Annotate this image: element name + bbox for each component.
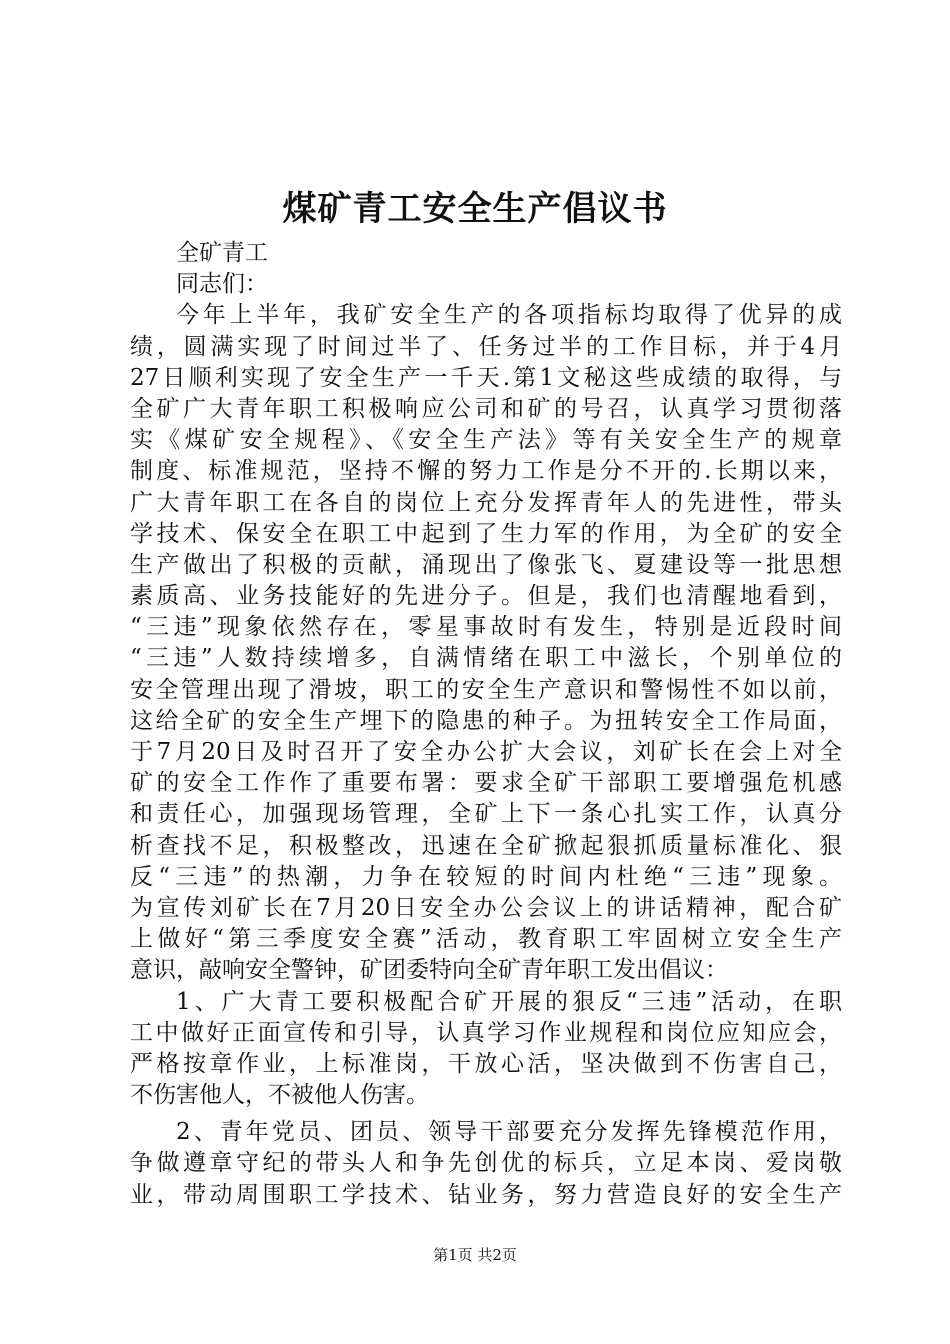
paragraph-1 xyxy=(130,300,842,986)
paragraph-line: 上做好“第三季度安全赛”活动，教育职工牢固树立安全生产 xyxy=(130,926,842,953)
paragraph-line: 不伤害他人，不被他人伤害。 xyxy=(130,1082,429,1109)
paragraph-line: 1、广大青工要积极配合矿开展的狠反“三违”活动，在职 xyxy=(176,988,842,1015)
paragraph-line: 和责任心，加强现场管理，全矿上下一条心扎实工作，认真分 xyxy=(130,801,842,828)
paragraph-line: 全矿广大青年职工积极响应公司和矿的号召，认真学习贯彻落 xyxy=(130,395,842,422)
paragraph-line: 2、青年党员、团员、领导干部要充分发挥先锋模范作用， xyxy=(176,1119,842,1146)
paragraph-line: 实《煤矿安全规程》、《安全生产法》等有关安全生产的规章 xyxy=(130,427,842,454)
paragraph-line: 意识，敲响安全警钟，矿团委特向全矿青年职工发出倡议： xyxy=(130,957,728,984)
document-title: 煤矿青工安全生产倡议书 xyxy=(282,189,668,229)
paragraph-line: 27日顺利实现了安全生产一千天.第1文秘这些成绩的取得，与 xyxy=(130,364,842,391)
paragraph-line: 业，带动周围职工学技术、钻业务，努力营造良好的安全生产 xyxy=(130,1181,842,1208)
paragraph-line: “三违”人数持续增多，自满情绪在职工中滋长，个别单位的 xyxy=(130,645,842,672)
paragraph-line: 绩，圆满实现了时间过半了、任务过半的工作目标，并于4月 xyxy=(130,333,842,360)
paragraph-line: 严格按章作业，上标准岗，干放心活，坚决做到不伤害自己， xyxy=(130,1050,842,1077)
paragraph-line: 反“三违”的热潮，力争在较短的时间内杜绝“三违”现象。 xyxy=(130,863,842,890)
paragraph-2 xyxy=(130,987,842,1112)
paragraph-line: 于7月20日及时召开了安全办公扩大会议，刘矿长在会上对全 xyxy=(130,739,842,765)
paragraph-3 xyxy=(130,1117,842,1211)
salutation-line: 同志们： xyxy=(176,271,268,298)
paragraph-line: 素质高、业务技能好的先进分子。但是，我们也清醒地看到， xyxy=(130,583,842,610)
page-number-footer: 第1页 共2页 xyxy=(433,1246,517,1264)
paragraph-line: 析查找不足，积极整改，迅速在全矿掀起狠抓质量标准化、狠 xyxy=(130,832,842,859)
paragraph-line: 为宣传刘矿长在7月20日安全办公会议上的讲话精神，配合矿 xyxy=(130,894,842,921)
paragraph-line: 今年上半年，我矿安全生产的各项指标均取得了优异的成 xyxy=(176,302,842,329)
paragraph-line: 广大青年职工在各自的岗位上充分发挥青年人的先进性，带头 xyxy=(130,489,842,516)
salutation-line: 全矿青工 xyxy=(176,240,268,266)
paragraph-line: 工中做好正面宣传和引导，认真学习作业规程和岗位应知应会， xyxy=(130,1019,842,1046)
document-body xyxy=(130,238,842,1211)
paragraph-line: 学技术、保安全在职工中起到了生力军的作用，为全矿的安全 xyxy=(130,520,842,547)
paragraph-line: 生产做出了积极的贡献，涌现出了像张飞、夏建设等一批思想 xyxy=(130,551,842,578)
paragraph-line: 制度、标准规范，坚持不懈的努力工作是分不开的.长期以来， xyxy=(130,458,842,485)
paragraph-line: 矿的安全工作作了重要布署：要求全矿干部职工要增强危机感 xyxy=(130,770,842,797)
paragraph-line: “三违”现象依然存在，零星事故时有发生，特别是近段时间 xyxy=(130,614,842,641)
paragraph-line: 安全管理出现了滑坡，职工的安全生产意识和警惕性不如以前， xyxy=(130,676,842,703)
paragraph-line: 争做遵章守纪的带头人和争先创优的标兵，立足本岗、爱岗敬 xyxy=(130,1150,842,1177)
paragraph-line: 这给全矿的安全生产埋下的隐患的种子。为扭转安全工作局面， xyxy=(130,707,842,734)
